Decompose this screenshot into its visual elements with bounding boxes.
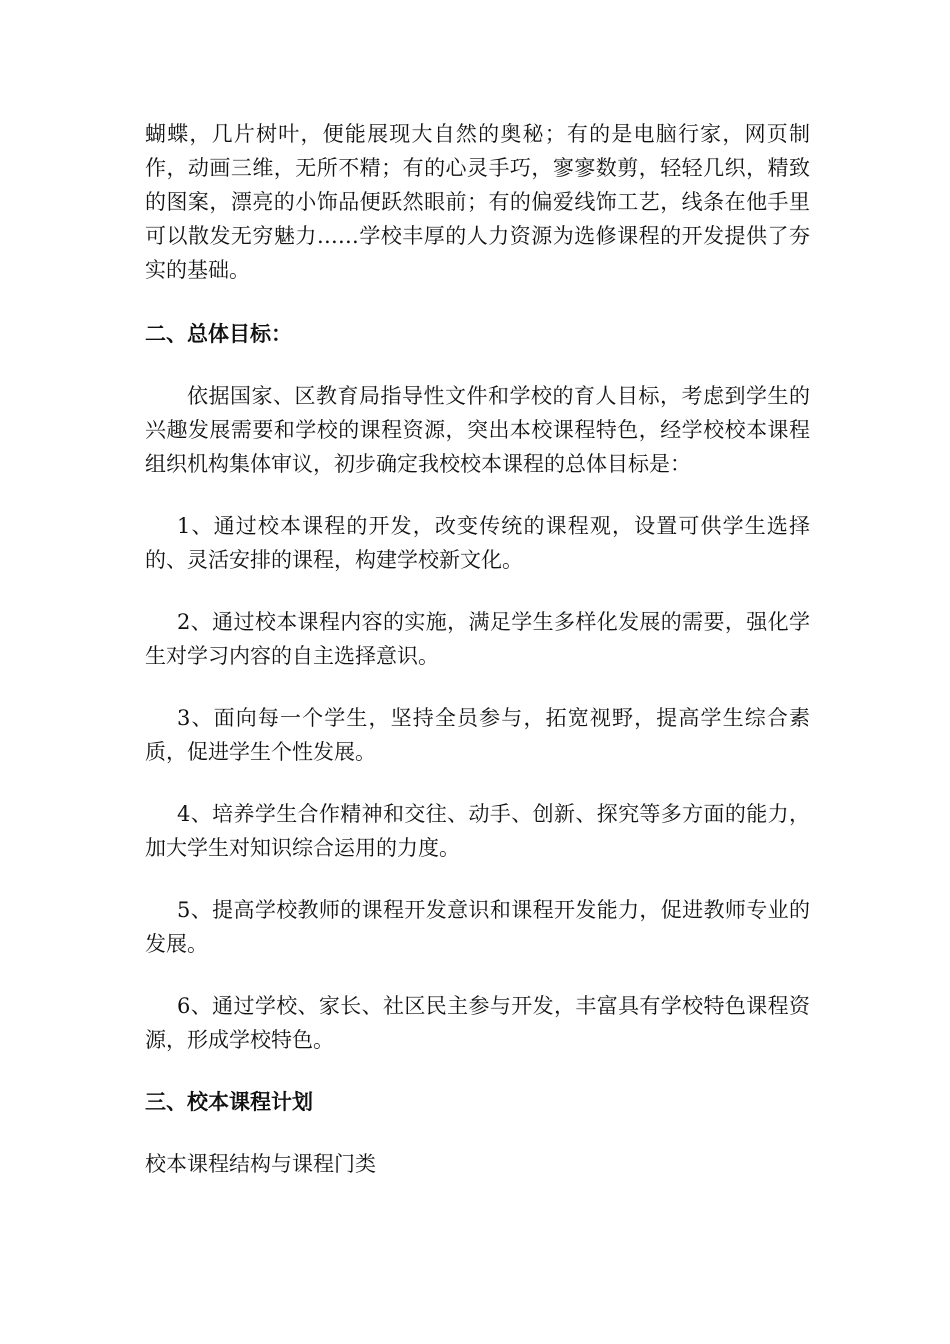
goal-item: 3、面向每一个学生，坚持全员参与，拓宽视野，提高学生综合素质，促进学生个性发展。 bbox=[145, 706, 810, 764]
goal-item: 2、通过校本课程内容的实施，满足学生多样化发展的需要，强化学生对学习内容的自主选择意识。 bbox=[145, 610, 810, 668]
goal-item: 1、通过校本课程的开发，改变传统的课程观，设置可供学生选择的、灵活安排的课程，构建学校新文化。 bbox=[145, 514, 810, 572]
goals-lead-paragraph: 依据国家、区教育局指导性文件和学校的育人目标，考虑到学生的兴趣发展需要和学校的课程资源，突出本校课程特色，经学校校本课程组织机构集体审议，初步确定我校校本课程的总体目标是： bbox=[145, 384, 810, 476]
section-subheading: 校本课程结构与课程门类 bbox=[145, 1152, 376, 1176]
goal-item: 4、培养学生合作精神和交往、动手、创新、探究等多方面的能力，加大学生对知识综合运用的力度。 bbox=[145, 802, 810, 860]
section-heading-course-plan: 三、校本课程计划 bbox=[145, 1089, 313, 1114]
goal-item: 6、通过学校、家长、社区民主参与开发，丰富具有学校特色课程资源，形成学校特色。 bbox=[145, 994, 810, 1052]
section-heading-overall-goals: 二、总体目标： bbox=[145, 321, 292, 346]
document-page bbox=[145, 117, 810, 1181]
intro-paragraph: 蝴蝶，几片树叶，便能展现大自然的奥秘；有的是电脑行家，网页制作，动画三维，无所不精；有的心灵手巧，寥寥数剪，轻轻几织，精致的图案，漂亮的小饰品便跃然眼前；有的偏爱线饰工艺，线条在他手里可以散发无穷魅力……学校丰厚的人力资源为选修课程的开发提供了夯实的基础。 bbox=[145, 122, 810, 282]
goal-item: 5、提高学校教师的课程开发意识和课程开发能力，促进教师专业的发展。 bbox=[145, 898, 810, 956]
